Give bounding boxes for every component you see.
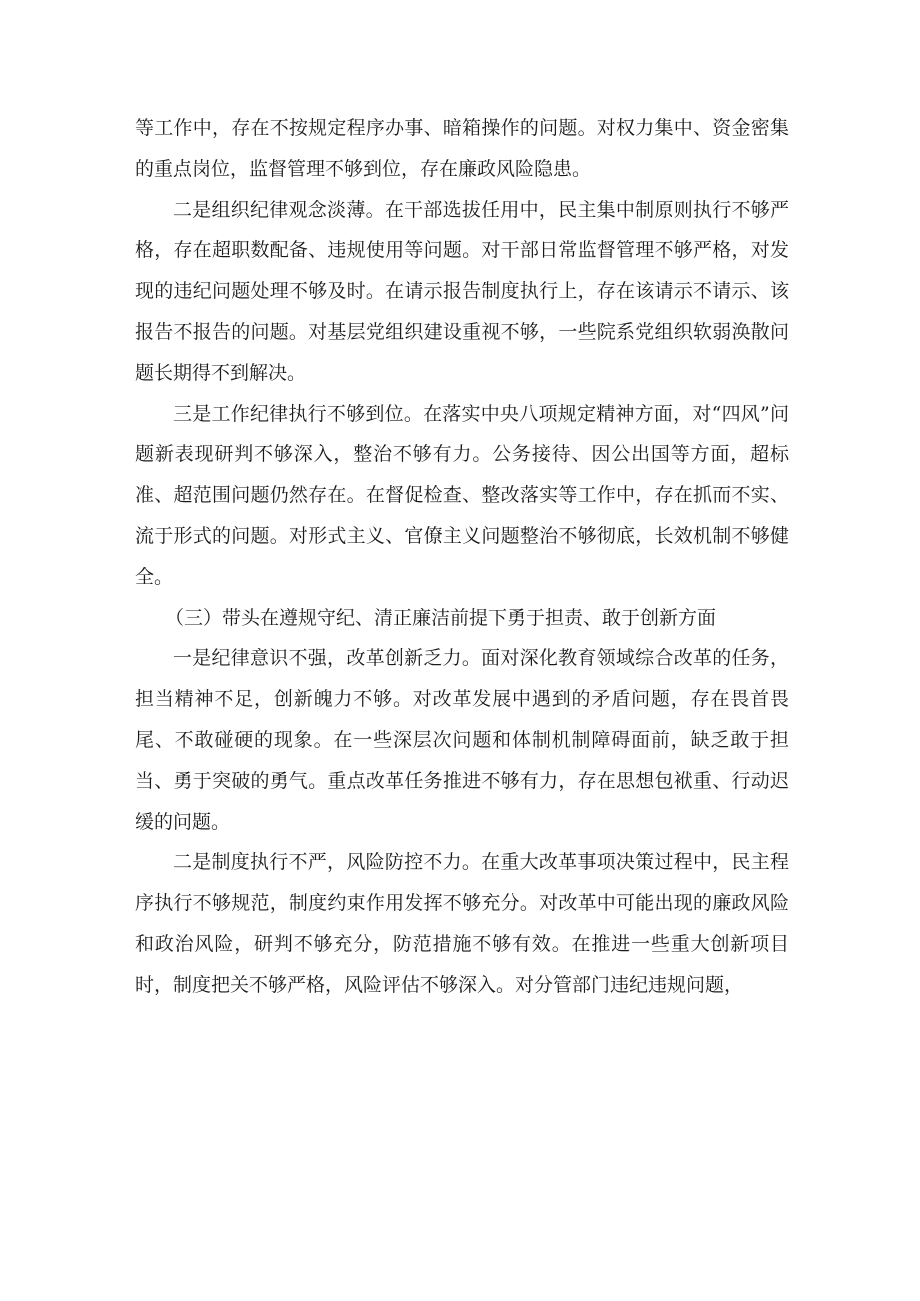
document-page — [135, 108, 789, 1006]
section-heading: （三）带头在遵规守纪、清正廉洁前提下勇于担责、敢于创新方面 — [165, 606, 717, 629]
paragraph-risk-control: 二是制度执行不严，风险防控不力。在重大改革事项决策过程中，民主程序执行不够规范，制度约束作用发挥不够充分。对改革中可能出现的廉政风险和政治风险，研判不够充分，防范措施不够有效。在推进一些重大创新项目时，制度把关不够严格，风险评估不够深入。对分管部门违纪违规问题， — [135, 851, 789, 996]
paragraph-continuation: 等工作中，存在不按规定程序办事、暗箱操作的问题。对权力集中、资金密集的重点岗位，监督管理不够到位，存在廉政风险隐患。 — [135, 117, 789, 180]
paragraph-reform-innovation: 一是纪律意识不强，改革创新乏力。面对深化教育领域综合改革的任务，担当精神不足，创新魄力不够。对改革发展中遇到的矛盾问题，存在畏首畏尾、不敢碰硬的现象。在一些深层次问题和体制机制障碍面前，缺乏敢于担当、勇于突破的勇气。重点改革任务推进不够有力，存在思想包袱重、行动迟缓的问题。 — [135, 647, 789, 833]
paragraph-work-discipline: 三是工作纪律执行不够到位。在落实中央八项规定精神方面，对“四风”问题新表现研判不够深入，整治不够有力。公务接待、因公出国等方面，超标准、超范围问题仍然存在。在督促检查、整改落实等工作中，存在抓而不实、流于形式的问题。对形式主义、官僚主义问题整治不够彻底，长效机制不够健全。 — [135, 402, 789, 588]
paragraph-organizational-discipline: 二是组织纪律观念淡薄。在干部选拔任用中，民主集中制原则执行不够严格，存在超职数配备、违规使用等问题。对干部日常监督管理不够严格，对发现的违纪问题处理不够及时。在请示报告制度执行上，存在该请示不请示、该报告不报告的问题。对基层党组织建设重视不够，一些院系党组织软弱涣散问题长期得不到解决。 — [135, 198, 789, 384]
